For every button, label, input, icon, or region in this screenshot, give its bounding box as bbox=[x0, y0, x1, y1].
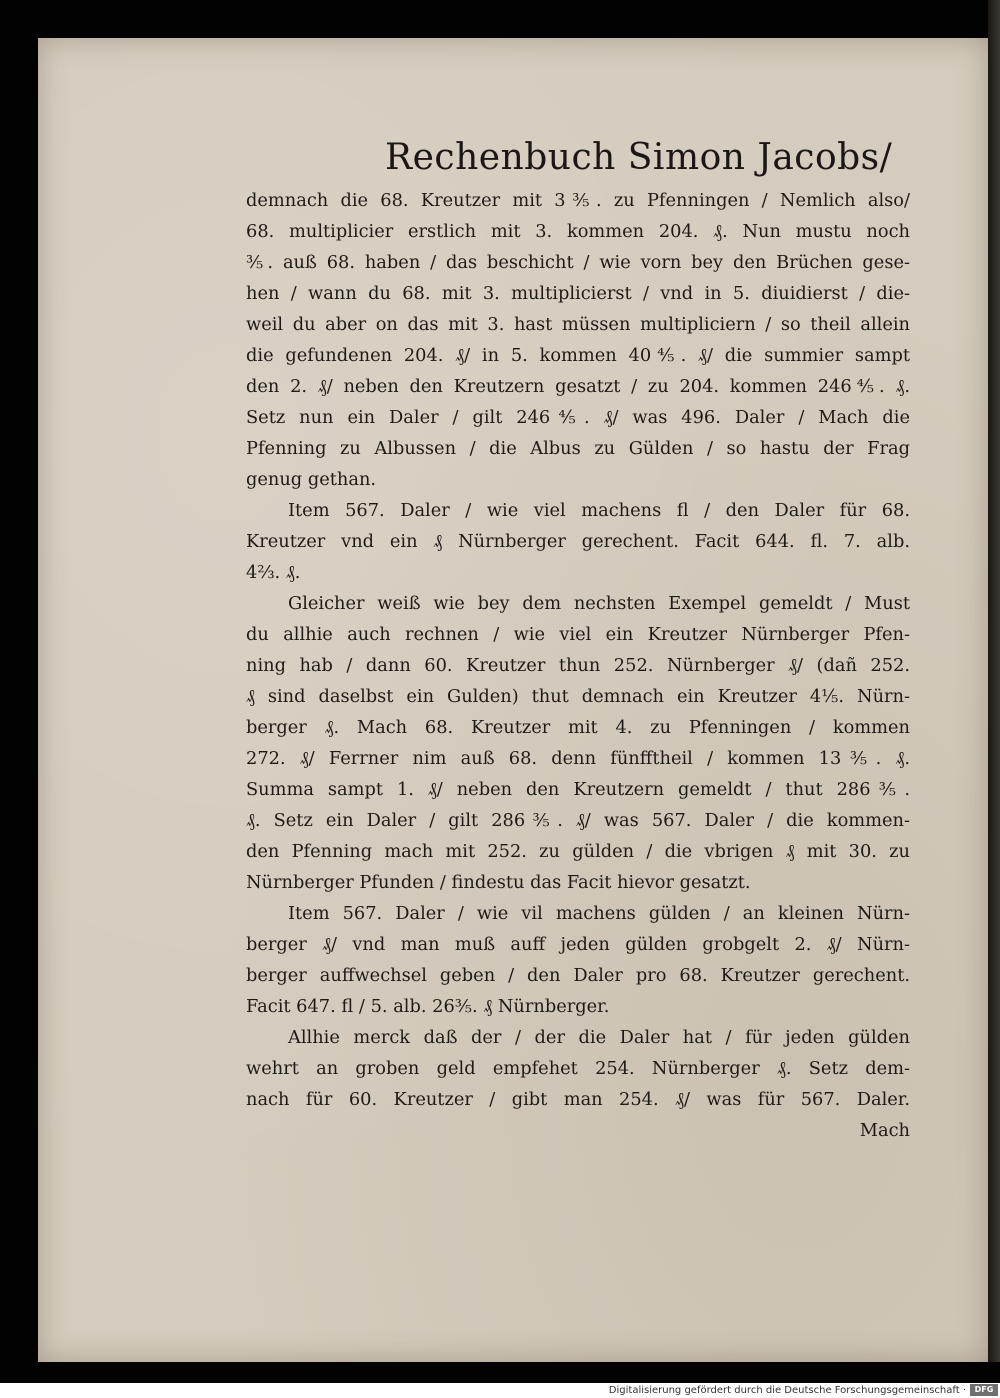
text-line: du allhie auch rechnen / wie viel ein Kreutzer Nürnberger Pfen- bbox=[246, 624, 910, 645]
text-line: genug gethan. bbox=[246, 469, 377, 490]
text-line: ⅗. auß 68. haben / das beschicht / wie vorn bey den Brüchen gese- bbox=[246, 252, 910, 273]
text-line: weil du aber on das mit 3. hast müssen multipliciern / so theil allein bbox=[246, 314, 910, 335]
text-line: Nürnberger Pfunden / findestu das Facit hievor gesatzt. bbox=[246, 872, 751, 893]
text-line: berger auffwechsel geben / den Daler pro 68. Kreutzer gerechent. bbox=[246, 965, 910, 986]
paragraph-start-line: Gleicher weiß wie bey dem nechsten Exempel gemeldt / Must bbox=[288, 593, 910, 614]
page-edge bbox=[988, 0, 1000, 1362]
text-line: ₰ sind daselbst ein Gulden) thut demnach ein Kreutzer 4⅕. Nürn- bbox=[246, 686, 910, 707]
text-line: 4⅔. ₰. bbox=[246, 562, 301, 583]
dfg-logo-icon: DFG bbox=[970, 1384, 998, 1396]
catchword: Mach bbox=[859, 1120, 910, 1141]
text-line: Setz nun ein Daler / gilt 246⅘. ₰/ was 496. Daler / Mach die bbox=[246, 407, 910, 428]
paragraph-start-line: Allhie merck daß der / der die Daler hat / für jeden gülden bbox=[288, 1027, 910, 1048]
text-line: 272. ₰/ Ferrner nim auß 68. denn fünfftheil / kommen 13⅗. ₰. bbox=[246, 748, 910, 769]
paragraph-start-line: Item 567. Daler / wie viel machens fl / den Daler für 68. bbox=[288, 500, 910, 521]
text-line: ₰. Setz ein Daler / gilt 286⅗. ₰/ was 567. Daler / die kommen- bbox=[246, 810, 910, 831]
text-line: 68. multiplicier erstlich mit 3. kommen 204. ₰. Nun mustu noch bbox=[246, 221, 910, 242]
text-line: wehrt an groben geld empfehet 254. Nürnberger ₰. Setz dem- bbox=[246, 1058, 910, 1079]
text-line: Facit 647. fl / 5. alb. 26⅗. ₰ Nürnberger. bbox=[246, 996, 610, 1017]
text-line: Summa sampt 1. ₰/ neben den Kreutzern gemeldt / thut 286⅗. bbox=[246, 779, 910, 800]
text-line: ning hab / dann 60. Kreutzer thun 252. Nürnberger ₰/ (dañ 252. bbox=[246, 655, 910, 676]
text-line: hen / wann du 68. mit 3. multiplicierst / vnd in 5. diuidierst / die- bbox=[246, 283, 910, 304]
text-line: berger ₰/ vnd man muß auff jeden gülden grobgelt 2. ₰/ Nürn- bbox=[246, 934, 910, 955]
text-line: die gefundenen 204. ₰/ in 5. kommen 40⅘. ₰/ die summier sampt bbox=[246, 345, 910, 366]
running-head: Rechenbuch Simon Jacobs/ bbox=[385, 137, 893, 178]
paragraph-start-line: Item 567. Daler / wie vil machens gülden / an kleinen Nürn- bbox=[288, 903, 910, 924]
text-line: demnach die 68. Kreutzer mit 3⅗. zu Pfenningen / Nemlich also/ bbox=[246, 190, 910, 211]
text-line: Kreutzer vnd ein ₰ Nürnberger gerechent. Facit 644. fl. 7. alb. bbox=[246, 531, 910, 552]
text-line: den 2. ₰/ neben den Kreutzern gesatzt / zu 204. kommen 246⅘. ₰. bbox=[246, 376, 910, 397]
text-line: nach für 60. Kreutzer / gibt man 254. ₰/ was für 567. Daler. bbox=[246, 1089, 910, 1110]
page-text-block bbox=[246, 185, 910, 1146]
footer-credit: Digitalisierung gefördert durch die Deutsche Forschungsgemeinschaft · bbox=[608, 1385, 966, 1396]
text-line: berger ₰. Mach 68. Kreutzer mit 4. zu Pfenningen / kommen bbox=[246, 717, 910, 738]
text-line: den Pfenning mach mit 252. zu gülden / die vbrigen ₰ mit 30. zu bbox=[246, 841, 910, 862]
text-line: Pfenning zu Albussen / die Albus zu Gülden / so hastu der Frag bbox=[246, 438, 910, 459]
